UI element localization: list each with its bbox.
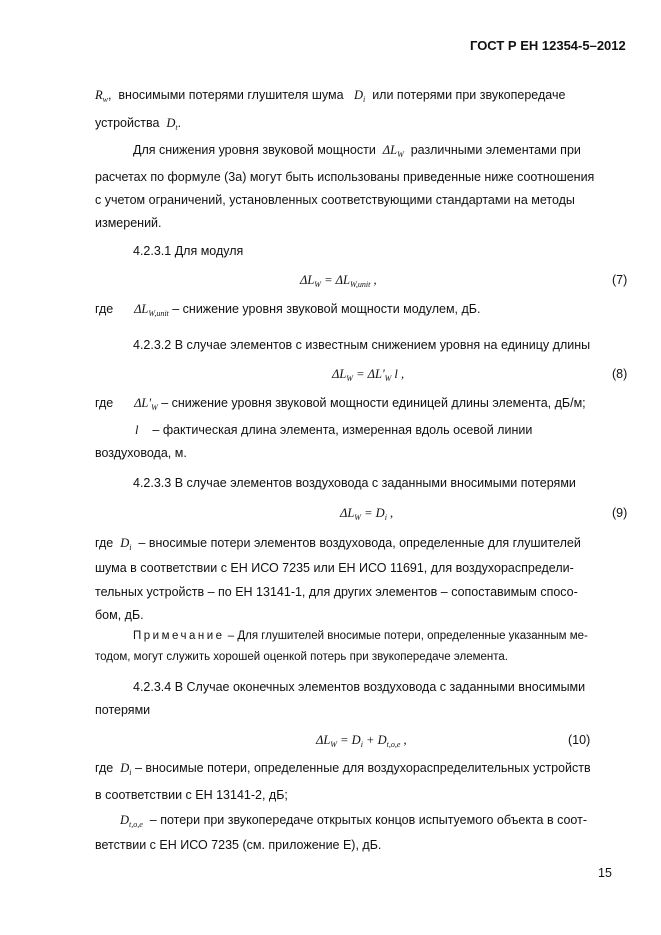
document-header: ГОСТ Р ЕН 12354-5–2012 bbox=[470, 38, 626, 53]
section-heading: 4.2.3.1 Для модуля bbox=[133, 244, 244, 258]
text-line: расчетах по формуле (3а) могут быть использованы приведенные ниже соотношения bbox=[95, 170, 595, 184]
equation-9: $\Delta L_W = D_i$ , bbox=[340, 506, 394, 522]
note: тодом, могут служить хорошей оценкой потерь при звукопередаче элемента. bbox=[95, 651, 508, 663]
equation-7: $\Delta L_W = \Delta L_{W,unit}$ , bbox=[300, 273, 377, 289]
equation-number: (10) bbox=[568, 733, 591, 747]
text-line: где $\Delta L'_W$ – снижение уровня звуковой мощности единицей длины элемента, дБ/м; bbox=[95, 396, 586, 412]
text-line: воздуховода, м. bbox=[95, 446, 187, 460]
text-line: с учетом ограничений, установленных соответствующими стандартами на методы bbox=[95, 193, 575, 207]
text-line: в соответствии с ЕН 13141-2, дБ; bbox=[95, 788, 288, 802]
equation-10: $\Delta L_W = D_i + D_{t,o,e}$ , bbox=[316, 733, 407, 749]
equation-8: $\Delta L_W = \Delta L'_W$ l , bbox=[332, 367, 405, 383]
section-heading: 4.2.3.2 В случае элементов с известным снижением уровня на единицу длины bbox=[133, 338, 591, 352]
text-line: тельных устройств – по ЕН 13141-1, для других элементов – сопоставимым спосо- bbox=[95, 585, 578, 599]
section-heading: 4.2.3.3 В случае элементов воздуховода с заданными вносимыми потерями bbox=[133, 476, 576, 490]
text-line: где $D_i$ – вносимые потери, определенные для воздухораспределительных устройств bbox=[95, 761, 591, 777]
text-line: где $\Delta L_{W,unit}$ – снижение уровня звуковой мощности модулем, дБ. bbox=[95, 302, 481, 318]
note: Примечание – Для глушителей вносимые потери, определенные указанным ме- bbox=[133, 630, 588, 642]
text-line: где $D_i$ – вносимые потери элементов воздуховода, определенные для глушителей bbox=[95, 536, 581, 552]
text-line: измерений. bbox=[95, 216, 162, 230]
equation-number: (9) bbox=[612, 506, 628, 520]
section-heading: 4.2.3.4 В Случае оконечных элементов воздуховода с заданными вносимыми bbox=[133, 680, 586, 694]
equation-number: (7) bbox=[612, 273, 628, 287]
page-number: 15 bbox=[598, 866, 612, 880]
text-line: устройства $D_t$. bbox=[95, 116, 182, 132]
equation-number: (8) bbox=[612, 367, 628, 381]
text-line: шума в соответствии с ЕН ИСО 7235 или ЕН ИСО 11691, для воздухораспредели- bbox=[95, 561, 574, 575]
text-line: ветствии с ЕН ИСО 7235 (см. приложение E), дБ. bbox=[95, 838, 382, 852]
text-line: $D_{t,o,e}$ – потери при звукопередаче открытых концов испытуемого объекта в соот- bbox=[120, 813, 587, 829]
text-line: $R_w$, вносимыми потерями глушителя шума $D_i$ или потерями при звукопередаче bbox=[95, 88, 566, 104]
text-line: бом, дБ. bbox=[95, 608, 144, 622]
text-line: l – фактическая длина элемента, измеренная вдоль осевой линии bbox=[135, 423, 533, 437]
text-line: Для снижения уровня звуковой мощности $\Delta L_W$ различными элементами при bbox=[133, 143, 581, 159]
text-line: потерями bbox=[95, 703, 151, 717]
